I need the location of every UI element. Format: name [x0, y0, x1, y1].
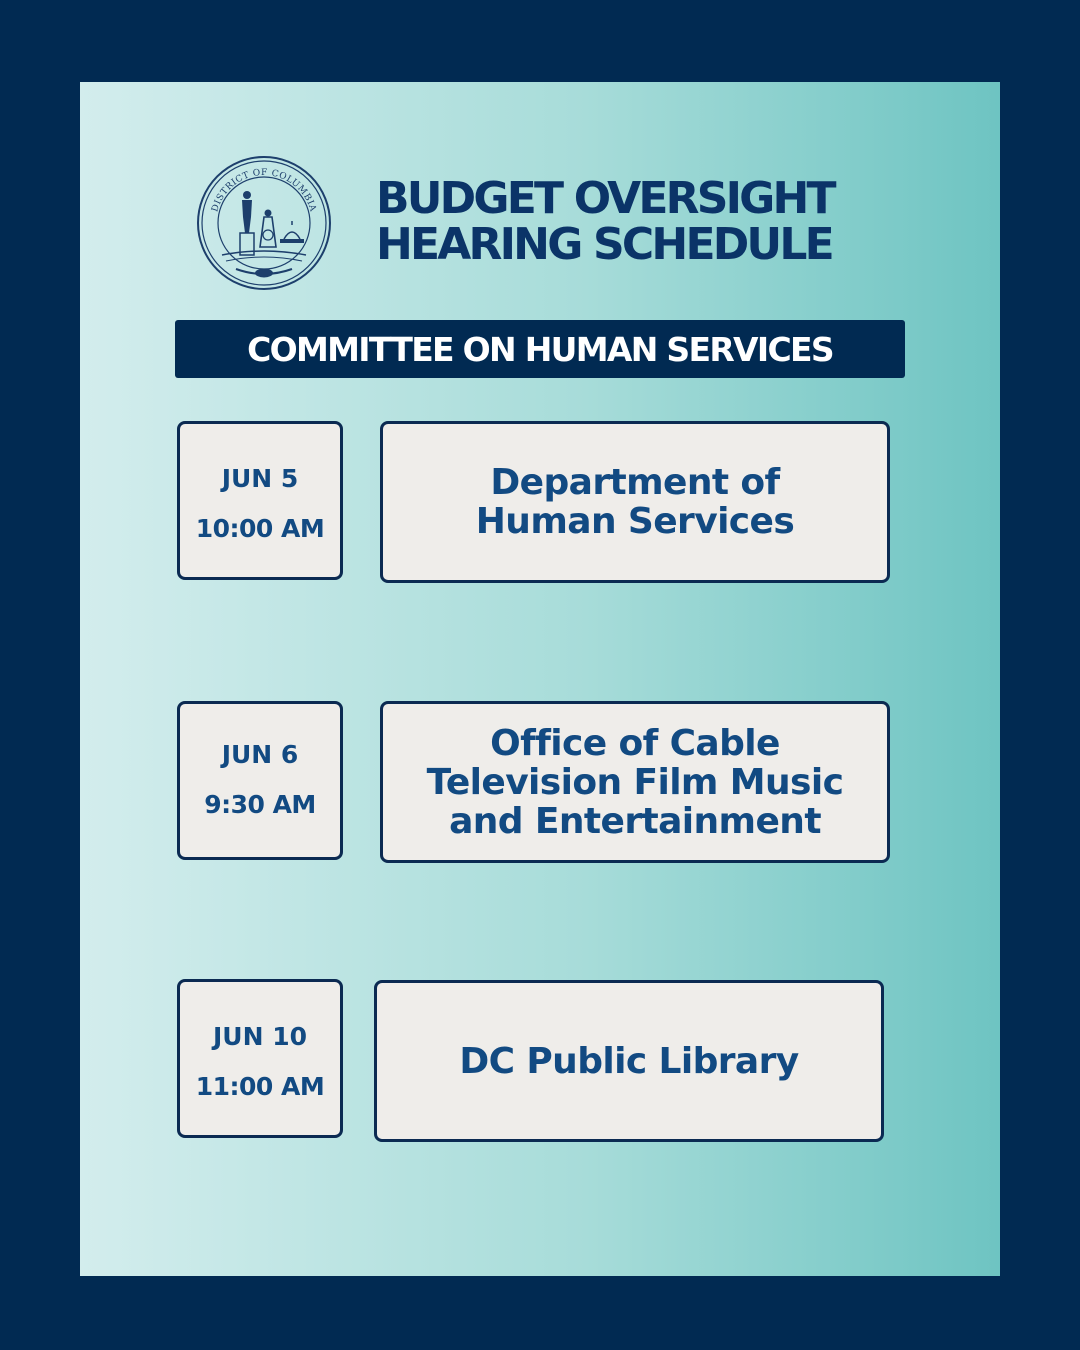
- dc-seal-logo: [196, 155, 332, 291]
- title-line-1: BUDGET OVERSIGHT: [376, 173, 834, 224]
- hearing-date: JUN 10: [212, 1022, 308, 1051]
- schedule-panel: [80, 82, 1000, 1276]
- hearing-agency: Department of Human Services: [475, 462, 795, 542]
- svg-text:DISTRICT OF COLUMBIA: DISTRICT OF COLUMBIA: [210, 167, 318, 214]
- hearing-agency: Office of Cable Television Film Music and Entertainment: [426, 722, 844, 842]
- hearing-agency-card: [380, 701, 890, 863]
- hearing-time: 10:00 AM: [195, 514, 325, 543]
- hearing-time: 11:00 AM: [195, 1072, 325, 1101]
- title-line-2: HEARING SCHEDULE: [376, 219, 832, 270]
- hearing-agency-card: [380, 421, 890, 583]
- hearing-date: JUN 6: [221, 740, 299, 769]
- hearing-date-card: [177, 979, 343, 1138]
- hearing-date-card: [177, 421, 343, 580]
- hearing-date-card: [177, 701, 343, 860]
- committee-banner: COMMITTEE ON HUMAN SERVICES: [175, 320, 905, 378]
- hearing-time: 9:30 AM: [204, 790, 316, 819]
- page-title: [376, 173, 916, 270]
- hearing-agency-card: [374, 980, 884, 1142]
- hearing-agency: DC Public Library: [459, 1040, 799, 1082]
- hearing-date: JUN 5: [221, 464, 299, 493]
